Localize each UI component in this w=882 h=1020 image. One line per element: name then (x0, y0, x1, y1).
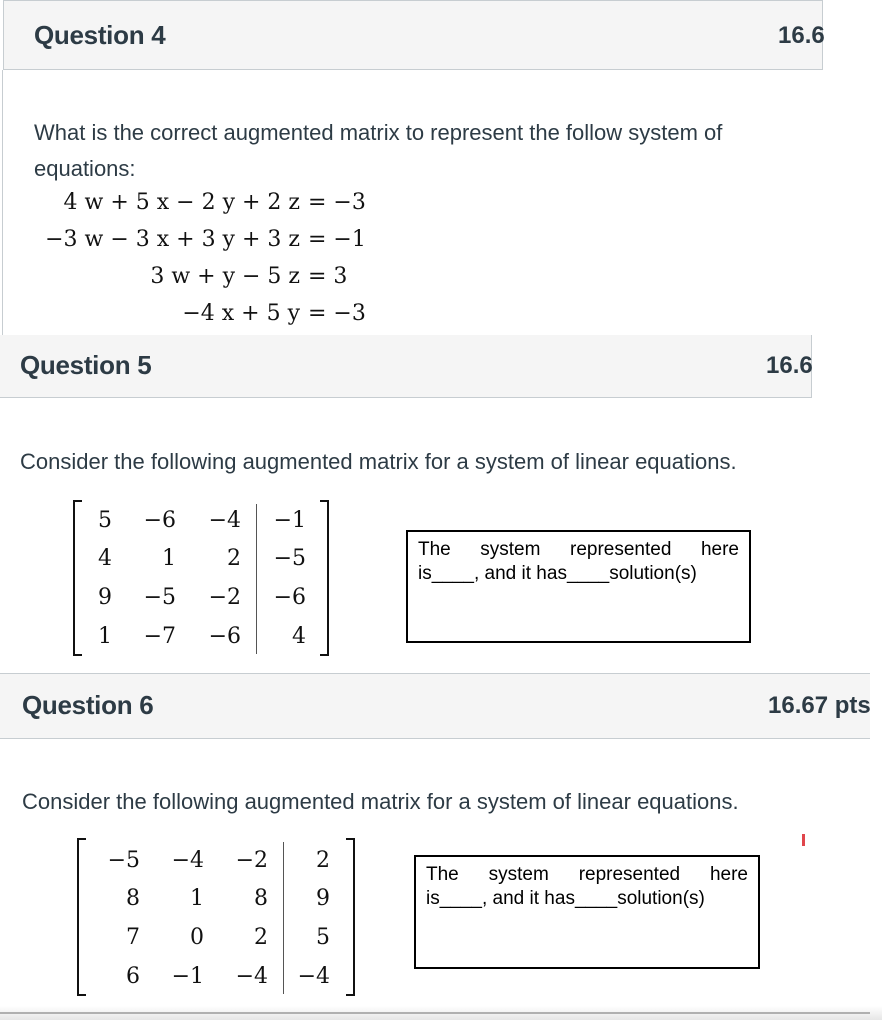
m5-r4-c4: 4 (292, 624, 306, 649)
m5-r1-c4: −1 (273, 508, 306, 533)
m5-r3-c1: 9 (98, 585, 112, 610)
m6-r2-c4: 9 (316, 886, 330, 911)
question-4-title: Question 4 (34, 20, 166, 50)
equation-3-lhs: 3 w + y − 5 z (150, 264, 300, 289)
question-5-answer-box[interactable] (406, 530, 751, 643)
m6-r1-c3: −2 (235, 848, 268, 873)
m5-r2-c3: 2 (227, 546, 241, 571)
m6-r3-c2: 0 (190, 925, 204, 950)
question-6-prompt: Consider the following augmented matrix for a system of linear equations. (22, 789, 739, 814)
m5-r2-c4: −5 (273, 546, 306, 571)
m5-r4-c2: −7 (143, 624, 176, 649)
m6-r4-c2: −1 (171, 964, 204, 989)
matrix-right-bracket (318, 500, 330, 656)
question-5-points: 16.6 (766, 352, 813, 379)
m6-r2-c1: 8 (126, 886, 140, 911)
q6-answer-line-2: is____, and it has____solution(s) (426, 888, 705, 909)
question-6-points: 16.67 pts (768, 692, 871, 719)
m6-r4-c3: −4 (235, 964, 268, 989)
matrix-right-bracket (344, 838, 356, 996)
question-5-title: Question 5 (20, 350, 152, 380)
question-4-left-edge (2, 70, 3, 335)
m6-r3-c1: 7 (126, 925, 140, 950)
red-mark-icon (802, 834, 805, 846)
q6-word-1: The (426, 864, 459, 885)
question-6-answer-box[interactable] (414, 855, 760, 969)
q6-word-2: system (488, 864, 549, 885)
q5-word-1: The (418, 539, 451, 560)
bottom-border-line (0, 1012, 870, 1014)
m5-r4-c3: −6 (208, 624, 241, 649)
q5-word-3: represented (570, 539, 672, 560)
m6-r2-c2: 1 (190, 886, 204, 911)
equation-4-lhs: −4 x + 5 y (182, 301, 300, 326)
m5-r2-c1: 4 (98, 546, 112, 571)
m6-r4-c4: −4 (297, 964, 330, 989)
m5-r4-c1: 1 (98, 624, 112, 649)
m5-r1-c1: 5 (98, 508, 112, 533)
equation-1-lhs: 4 w + 5 x − 2 y + 2 z (63, 190, 300, 215)
m6-r3-c3: 2 (254, 925, 268, 950)
m5-r1-c3: −4 (208, 508, 241, 533)
question-4-points: 16.6 (778, 22, 825, 49)
m6-r1-c1: −5 (107, 848, 140, 873)
m5-r1-c2: −6 (143, 508, 176, 533)
q5-word-2: system (480, 539, 541, 560)
equation-2-lhs: −3 w − 3 x + 3 y + 3 z (45, 227, 300, 252)
q6-word-4: here (709, 864, 748, 885)
m5-r2-c2: 1 (162, 546, 176, 571)
equation-2-rhs: = −1 (308, 227, 366, 252)
question-6-title: Question 6 (22, 690, 154, 720)
matrix-left-bracket (76, 838, 88, 996)
augment-divider (256, 504, 257, 654)
m6-r1-c4: 2 (316, 848, 330, 873)
q6-word-3: represented (578, 864, 681, 885)
m6-r2-c3: 8 (254, 886, 268, 911)
equation-3-rhs: = 3 (308, 264, 348, 289)
m5-r3-c3: −2 (208, 585, 241, 610)
m5-r3-c4: −6 (273, 585, 306, 610)
m6-r3-c4: 5 (316, 925, 330, 950)
equation-4-rhs: = −3 (308, 301, 366, 326)
question-5-prompt: Consider the following augmented matrix for a system of linear equations. (20, 449, 737, 474)
m6-r1-c2: −4 (171, 848, 204, 873)
question-4-prompt: What is the correct augmented matrix to represent the follow system of equations: (34, 120, 723, 181)
equation-1-rhs: = −3 (308, 190, 366, 215)
q5-word-4: here (700, 539, 739, 560)
m5-r3-c2: −5 (143, 585, 176, 610)
q5-answer-line-2: is____, and it has____solution(s) (418, 563, 697, 584)
m6-r4-c1: 6 (126, 964, 140, 989)
